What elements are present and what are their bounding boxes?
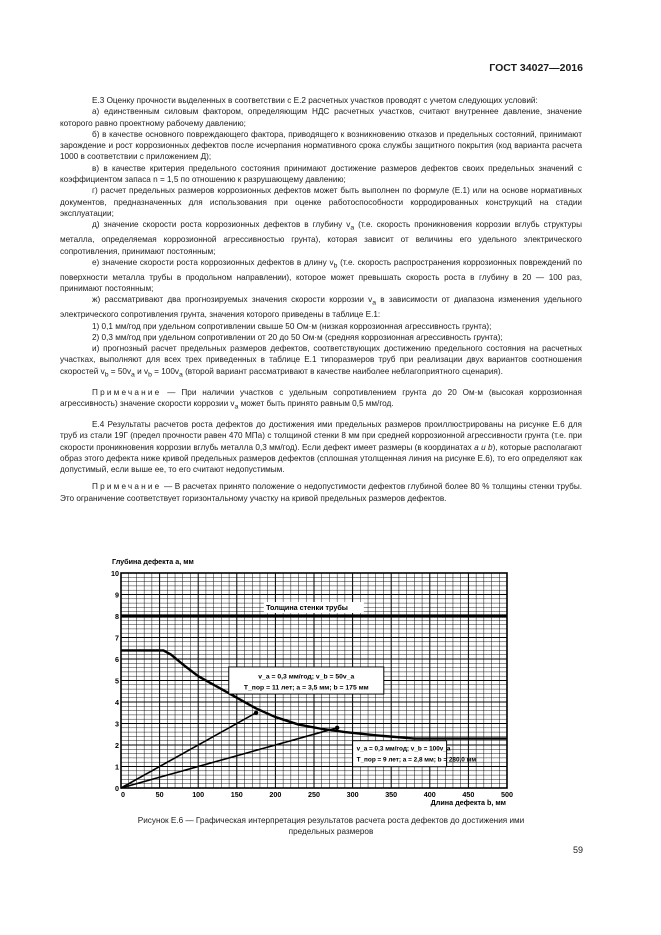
figure-caption bbox=[60, 815, 602, 837]
item-g: г) расчет предельных размеров коррозионных дефектов может быть выполнен по формуле (Е.1) или на основе нормативных документов, предназначенных для использования при оценке работоспособности корродированных конструкций на стадии эксплуатации; bbox=[60, 186, 582, 218]
y-tick-label: 5 bbox=[115, 676, 119, 686]
item-d: д) значение скорости роста коррозионных дефектов в глубину $v_a$ (т.е. скорость проникновения коррозии вглубь структуры металла, определяемая коррозионной агрессивностью грунта), которая зависит от величины его удельного электрического сопротивления, принимают постоянным; bbox=[60, 220, 582, 256]
y-tick-label: 4 bbox=[115, 698, 119, 707]
x-tick-label: 50 bbox=[155, 790, 164, 799]
x-tick-label: 150 bbox=[230, 790, 243, 799]
x-tick-label: 350 bbox=[385, 790, 398, 799]
y-tick-label: 8 bbox=[115, 612, 119, 621]
item-zh-2: 2) 0,3 мм/год при удельном сопротивлении от 20 до 50 Ом·м (средняя коррозионная агрессивность грунта); bbox=[92, 332, 503, 342]
body-text bbox=[60, 95, 582, 504]
annotation-2-line-2: T_пор = 9 лет; a = 2,8 мм; b = 280,0 мм bbox=[356, 756, 477, 764]
item-zh-1: 1) 0,1 мм/год при удельном сопротивлении свыше 50 Ом·м (низкая коррозионная агрессивность грунта); bbox=[92, 321, 492, 331]
item-i: и) прогнозный расчет предельных размеров дефектов, соответствующих достижению предельного состояния на расчетных участках, выполняют для всех трех приведенных в таблице Е.1 типоразмеров труб при реализации двух вариантов соотношения скоростей $v_b = 50v_a$ и $v_b = 100v_a$ (второй вариант рассматривают в качестве наиболее неблагоприятного сценария). bbox=[60, 344, 582, 379]
x-tick-label: 400 bbox=[423, 790, 436, 799]
note-2: Примечание — В расчетах принято положение о недопустимости дефектов глубиной более 80 % толщины стенки трубы. Это ограничение соответствует горизонтальному участку на кривой предельных размеров дефектов. bbox=[60, 482, 582, 503]
y-tick-label: 9 bbox=[115, 590, 119, 600]
intersection-point bbox=[254, 711, 258, 715]
item-a: а) единственным силовым фактором, определяющим НДС расчетных участков, считают внутреннее давление, значение которого равно проектному рабочему давлению; bbox=[60, 107, 582, 128]
paragraph-e4: Е.4 Результаты расчетов роста дефектов до достижения ими предельных размеров проиллюстрированы на рисунке Е.6 для труб из стали 19Г (предел прочности равен 470 МПа) с толщиной стенки 8 мм при средней коррозионной агрессивности грунта (т.е. при скорости проникновения коррозии вглубь металла 0,3 мм/год). Если дефект имеет размеры (в координатах a и b), которые располагают образ этого дефекта ниже кривой предельных размеров дефектов (сплошная утолщенная линия на рисунке Е.6), то его определяют как допустимый, если выше ее, то его считают недопустимым. bbox=[60, 419, 583, 475]
y-tick-label: 6 bbox=[115, 655, 119, 664]
page-number: 59 bbox=[572, 845, 583, 855]
wall-thickness-label: Толщина стенки трубы bbox=[266, 603, 348, 613]
x-tick-label: 300 bbox=[346, 790, 359, 799]
y-tick-label: 0 bbox=[115, 784, 119, 793]
y-tick-label: 7 bbox=[115, 633, 119, 643]
document-header: ГОСТ 34027—2016 bbox=[489, 62, 583, 74]
caption-line-2: предельных размеров bbox=[288, 827, 374, 836]
item-zh: ж) рассматривают два прогнозируемых значения скорости коррозии $v_a$ в зависимости от диапазона изменения удельного электрического сопротивления грунта, значения которого приведены в таблице Е.1: bbox=[60, 295, 582, 320]
item-b: б) в качестве основного повреждающего фактора, приводящего к возникновению отказов и предельных состояний, принимают зарождение и рост коррозионных дефектов после исчерпания нормативного срока службы защитного покрытия (код варианта расчета 1000 в соответствии с приложением Д); bbox=[60, 129, 582, 162]
growth-line-50va bbox=[121, 713, 256, 788]
annotation-1-line-2: T_пор = 11 лет; a = 3,5 мм; b = 175 мм bbox=[243, 684, 369, 692]
defect-growth-chart bbox=[110, 555, 530, 810]
x-tick-label: 250 bbox=[308, 790, 320, 799]
y-tick-label: 3 bbox=[115, 719, 119, 729]
annotation-2-line-1: v_a = 0,3 мм/год; v_b = 100v_a bbox=[356, 745, 451, 753]
x-tick-label: 200 bbox=[269, 790, 282, 799]
y-tick-label: 2 bbox=[115, 741, 119, 750]
annotation-1-line-1: v_a = 0,3 мм/год; v_b = 50v_a bbox=[258, 673, 355, 681]
y-axis-label: Глубина дефекта a, мм bbox=[112, 557, 194, 566]
caption-line-1: Рисунок Е.6 — Графическая интерпретация результатов расчета роста дефектов до достижения ими bbox=[137, 816, 525, 825]
intersection-point bbox=[335, 726, 339, 730]
x-tick-label: 0 bbox=[121, 790, 125, 799]
x-tick-label: 450 bbox=[462, 790, 475, 799]
y-tick-label: 10 bbox=[111, 569, 119, 578]
y-tick-labels bbox=[111, 569, 119, 793]
note-1: Примечание — При наличии участков с удельным сопротивлением грунта до 20 Ом·м (высокая коррозионная агрессивность) значение скорости коррозии $v_a$ может быть принято равным 0,5 мм/год. bbox=[60, 387, 582, 411]
paragraph-e3: Е.3 Оценку прочности выделенных в соответствии с Е.2 расчетных участков проводят с учетом следующих условий: bbox=[92, 96, 538, 105]
item-v: в) в качестве критерия предельного состояния принимают достижение размеров дефектов своих предельных значений с коэффициентом запаса n = 1,5 по отношению к разрушающему давлению; bbox=[60, 163, 582, 185]
y-tick-label: 1 bbox=[115, 762, 119, 772]
item-e: е) значение скорости роста коррозионных дефектов в длину $v_b$ (т.е. скорость распространения коррозионных повреждений по поверхности металла трубы в продольном направлении), которое может превышать скорость роста в глубину в 20 — 100 раз, принимают постоянным; bbox=[60, 257, 583, 294]
x-axis-label: Длина дефекта b, мм bbox=[430, 798, 506, 807]
x-tick-label: 500 bbox=[501, 790, 513, 799]
x-tick-label: 100 bbox=[192, 790, 205, 799]
